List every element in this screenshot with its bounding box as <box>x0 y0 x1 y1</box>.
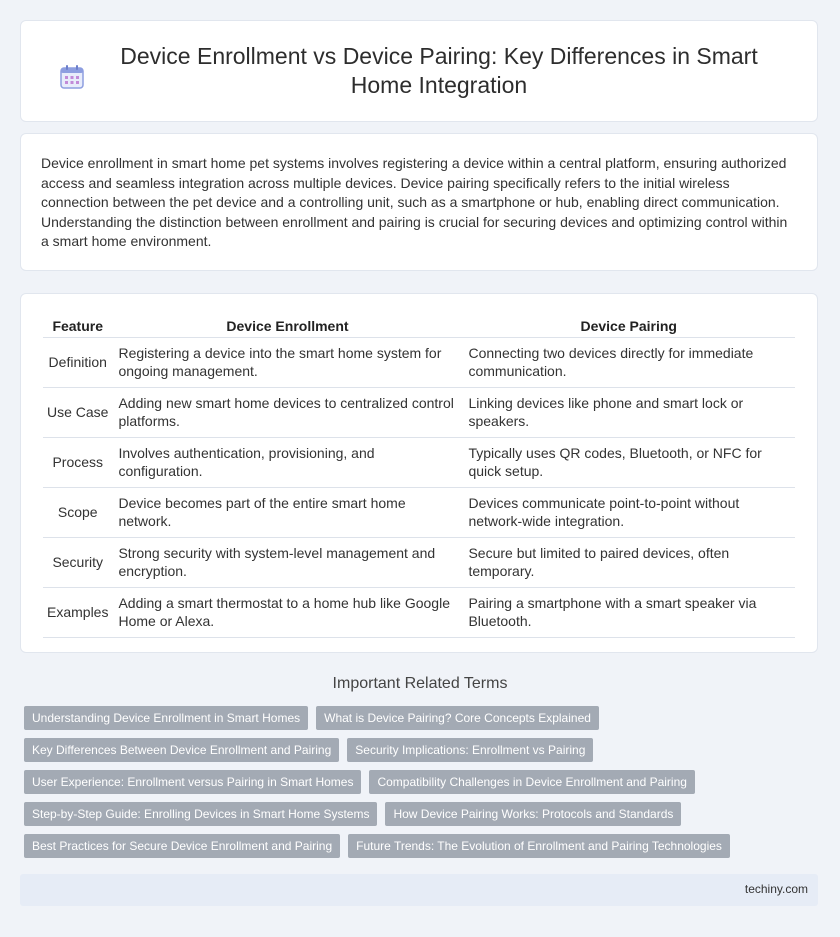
related-term-link[interactable]: How Device Pairing Works: Protocols and Standards <box>385 802 681 826</box>
table-row <box>43 388 795 438</box>
related-term-link[interactable]: Security Implications: Enrollment vs Pairing <box>347 738 593 762</box>
related-term-link[interactable]: Compatibility Challenges in Device Enrollment and Pairing <box>369 770 695 794</box>
title-card <box>20 20 818 122</box>
row-pairing: Devices communicate point-to-point without network-wide integration. <box>462 488 795 538</box>
table-row <box>43 588 795 638</box>
related-term-link[interactable]: Step-by-Step Guide: Enrolling Devices in Smart Home Systems <box>24 802 377 826</box>
tag-row <box>24 770 804 794</box>
header-device-enrollment: Device Enrollment <box>112 312 462 338</box>
row-enrollment: Adding a smart thermostat to a home hub like Google Home or Alexa. <box>112 588 462 638</box>
row-pairing: Connecting two devices directly for immediate communication. <box>462 338 795 388</box>
table-row <box>43 538 795 588</box>
tag-row <box>24 706 804 730</box>
footer <box>20 874 818 906</box>
table-row <box>43 438 795 488</box>
table-row <box>43 338 795 388</box>
row-feature: Process <box>43 438 112 488</box>
header-device-pairing: Device Pairing <box>462 312 795 338</box>
table-header-row <box>43 312 795 338</box>
table-row <box>43 488 795 538</box>
row-feature: Definition <box>43 338 112 388</box>
comparison-card <box>20 293 818 653</box>
footer-site-link[interactable]: techiny.com <box>744 882 808 896</box>
row-feature: Security <box>43 538 112 588</box>
related-terms-list <box>24 706 804 866</box>
row-feature: Examples <box>43 588 112 638</box>
row-feature: Scope <box>43 488 112 538</box>
header-feature: Feature <box>43 312 112 338</box>
row-pairing: Typically uses QR codes, Bluetooth, or NFC for quick setup. <box>462 438 795 488</box>
related-term-link[interactable]: Best Practices for Secure Device Enrollment and Pairing <box>24 834 340 858</box>
row-enrollment: Registering a device into the smart home system for ongoing management. <box>112 338 462 388</box>
related-terms-heading: Important Related Terms <box>332 675 508 692</box>
related-term-link[interactable]: Understanding Device Enrollment in Smart Homes <box>24 706 308 730</box>
row-enrollment: Adding new smart home devices to centralized control platforms. <box>112 388 462 438</box>
related-term-link[interactable]: User Experience: Enrollment versus Pairing in Smart Homes <box>24 770 361 794</box>
tag-row <box>24 802 804 826</box>
related-term-link[interactable]: Key Differences Between Device Enrollment and Pairing <box>24 738 339 762</box>
row-pairing: Linking devices like phone and smart lock or speakers. <box>462 388 795 438</box>
related-term-link[interactable]: Future Trends: The Evolution of Enrollment and Pairing Technologies <box>348 834 730 858</box>
row-enrollment: Device becomes part of the entire smart home network. <box>112 488 462 538</box>
calendar-icon <box>59 64 85 90</box>
intro-paragraph: Device enrollment in smart home pet systems involves registering a device within a central platform, ensuring authorized access and seamless integration across multiple devices. Device pairing specifically refers to the initial wireless connection between the pet device and a controlling unit, such as a smartphone or hub, enabling direct communication. Understanding the distinction between enrollment and pairing is crucial for securing devices and optimizing control within a smart home environment. <box>41 155 788 249</box>
intro-card <box>20 133 818 271</box>
tag-row <box>24 834 804 858</box>
comparison-table <box>43 312 795 638</box>
row-enrollment: Strong security with system-level management and encryption. <box>112 538 462 588</box>
page-title: Device Enrollment vs Device Pairing: Key Differences in Smart Home Integration <box>120 43 758 98</box>
row-enrollment: Involves authentication, provisioning, and configuration. <box>112 438 462 488</box>
row-pairing: Secure but limited to paired devices, often temporary. <box>462 538 795 588</box>
tag-row <box>24 738 804 762</box>
row-feature: Use Case <box>43 388 112 438</box>
related-term-link[interactable]: What is Device Pairing? Core Concepts Explained <box>316 706 599 730</box>
row-pairing: Pairing a smartphone with a smart speaker via Bluetooth. <box>462 588 795 638</box>
